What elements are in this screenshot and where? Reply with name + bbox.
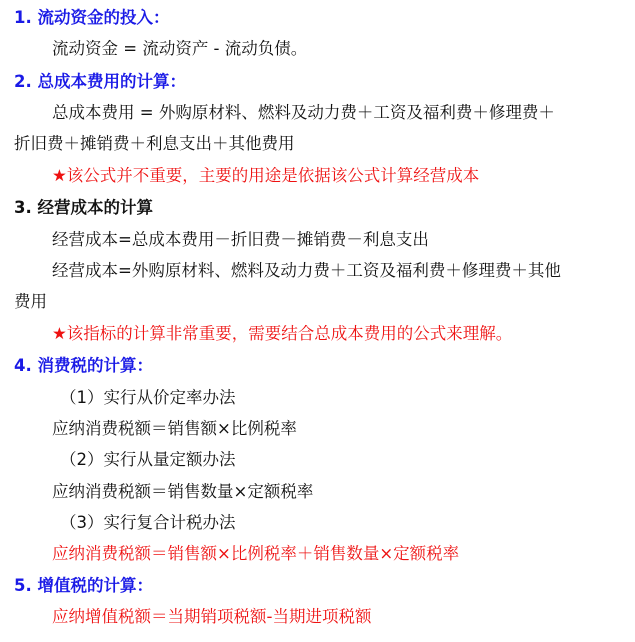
section-5-formula: 应纳增值税额＝当期销项税额-当期进项税额	[52, 607, 372, 626]
section-4-formula-3: 应纳消费税额＝销售额×比例税率＋销售数量×定额税率	[52, 544, 460, 563]
section-2-note-text: 该公式并不重要，主要的用途是依据该公式计算经营成本	[66, 166, 480, 185]
section-3-formula-b-line1: 经营成本=外购原材料、燃料及动力费＋工资及福利费＋修理费＋其他	[52, 261, 561, 280]
section-2-note	[52, 164, 635, 188]
section-4-formula-1: 应纳消费税额＝销售额×比例税率	[52, 419, 297, 438]
section-3-heading: 3. 经营成本的计算	[14, 198, 153, 217]
section-3-note-text: 该指标的计算非常重要，需要结合总成本费用的公式来理解。	[66, 324, 513, 343]
star-icon: ★	[52, 324, 67, 343]
section-5-heading: 5. 增值税的计算：	[14, 576, 153, 595]
section-4-method-2: （2）实行从量定额办法	[60, 450, 236, 469]
section-1-heading: 1. 流动资金的投入：	[14, 8, 170, 27]
section-2-heading: 2. 总成本费用的计算：	[14, 72, 186, 91]
section-2-formula-line2: 折旧费＋摊销费＋利息支出＋其他费用	[14, 134, 295, 153]
section-3-formula-a: 经营成本=总成本费用－折旧费－摊销费－利息支出	[52, 230, 429, 249]
section-3-note	[52, 322, 635, 346]
section-4-method-3: （3）实行复合计税办法	[60, 513, 236, 532]
star-icon: ★	[52, 166, 67, 185]
section-2-formula-line1: 总成本费用 = 外购原材料、燃料及动力费＋工资及福利费＋修理费＋	[52, 103, 555, 122]
section-3-formula-b-line2: 费用	[14, 292, 47, 311]
section-1-formula: 流动资金 = 流动资产 - 流动负债。	[52, 39, 308, 58]
section-4-heading: 4. 消费税的计算：	[14, 356, 153, 375]
section-4-method-1: （1）实行从价定率办法	[60, 388, 236, 407]
section-4-formula-2: 应纳消费税额＝销售数量×定额税率	[52, 482, 314, 501]
